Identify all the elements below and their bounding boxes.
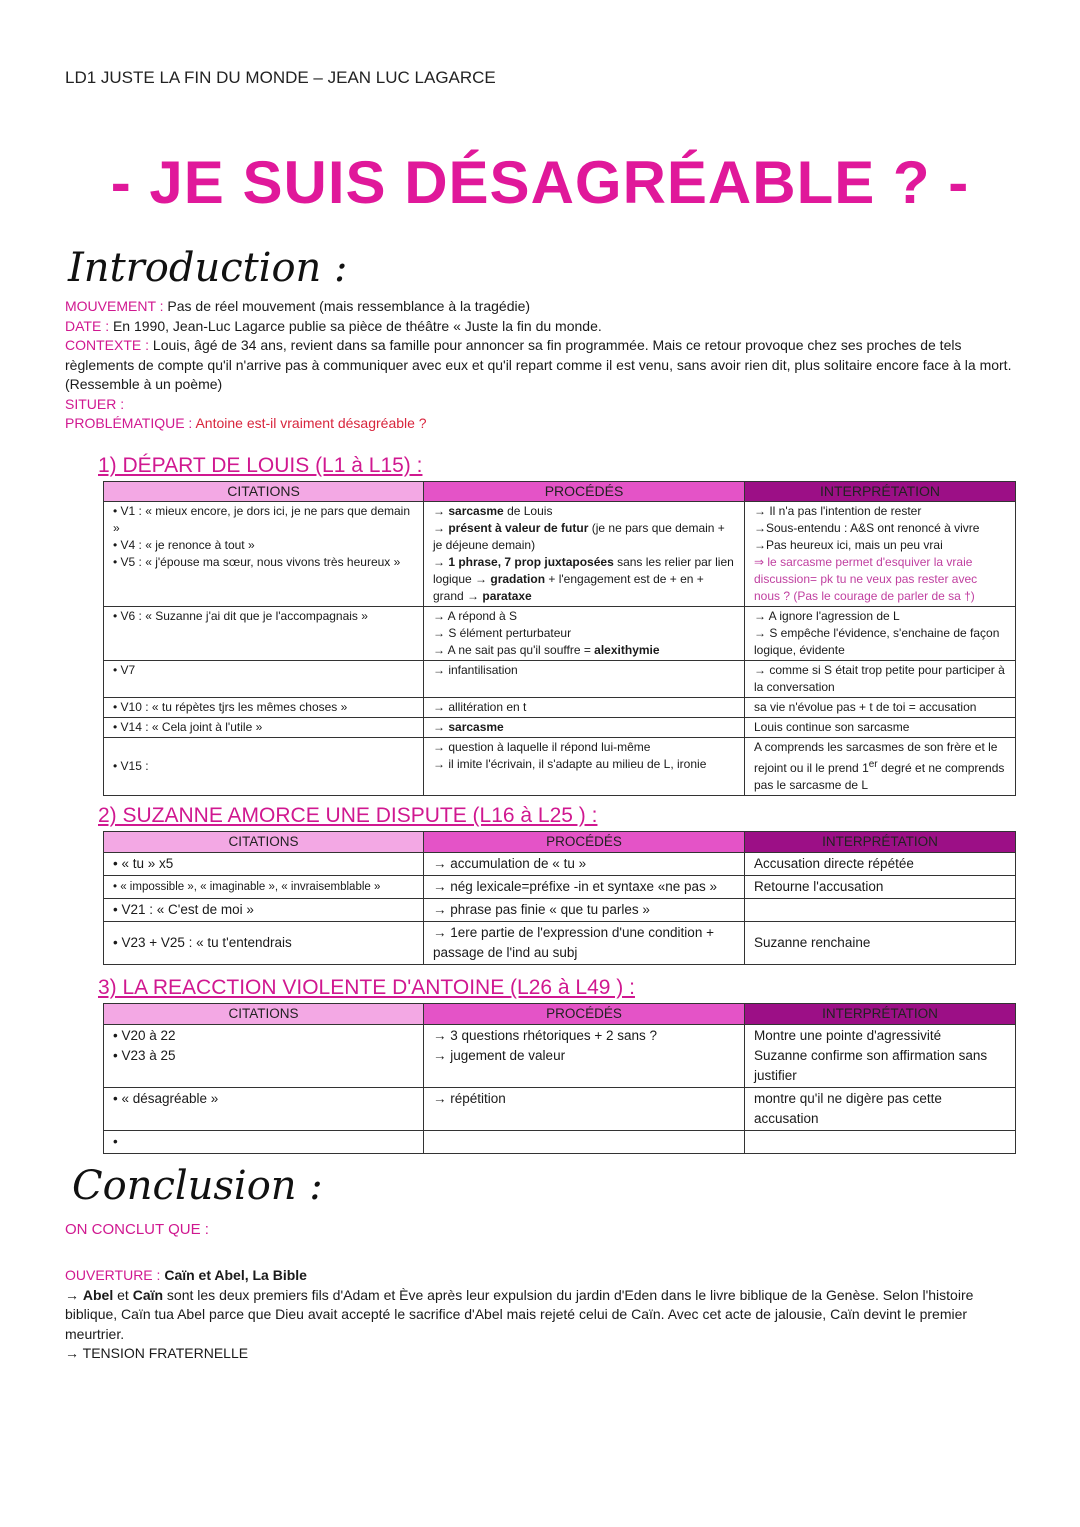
citations-header: CITATIONS bbox=[104, 1004, 424, 1025]
citation-cell: • « impossible », « imaginable », « invraisemblable » bbox=[104, 876, 424, 899]
procedes-header: PROCÉDÉS bbox=[424, 482, 745, 502]
procede-line: → question à laquelle il répond lui-même bbox=[433, 740, 651, 754]
ouverture-label: OUVERTURE : bbox=[65, 1267, 161, 1283]
interpretation-cell: montre qu'il ne digère pas cette accusation bbox=[745, 1088, 1016, 1131]
interpretation-line: → S empêche l'évidence, s'enchaine de façon logique, évidente bbox=[754, 626, 1000, 657]
procede-term: parataxe bbox=[482, 589, 532, 603]
section-3-table bbox=[103, 1003, 1016, 1154]
problematique-label: PROBLÉMATIQUE : bbox=[65, 415, 193, 431]
interpretation-cell: sa vie n'évolue pas + t de toi = accusation bbox=[745, 698, 1016, 718]
table-header-row bbox=[104, 832, 1016, 853]
citation-cell: • V14 : « Cela joint à l'utile » bbox=[104, 718, 424, 738]
cain-name: Caïn bbox=[132, 1286, 164, 1303]
citation-cell: • V10 : « tu répètes tjrs les mêmes choses » bbox=[104, 698, 424, 718]
conclusion-heading: Conclusion : bbox=[72, 1163, 323, 1209]
superscript: er bbox=[868, 759, 878, 770]
page-title: - JE SUIS DÉSAGRÉABLE ? - bbox=[110, 149, 970, 216]
tension-line: → TENSION FRATERNELLE bbox=[65, 1345, 249, 1361]
table-header-row bbox=[104, 482, 1016, 502]
citation-line: • V4 : « je renonce à tout » bbox=[113, 538, 255, 552]
ouverture-paragraph bbox=[65, 1286, 1015, 1345]
interpretation-cell: Retourne l'accusation bbox=[745, 876, 1016, 899]
ouverture-text: sont les deux premiers fils d'Adam et Ève après leur expulsion du jardin d'Eden dans le livre biblique de la Genèse. Selon l'histoire biblique, Caïn tua Abel parce que Dieu avait accepté le sacrifice d'Abel mais rejeté celui de Caïn. Avec cet acte de jalousie, Caïn devint le premier meurtrier. bbox=[65, 1286, 974, 1342]
procede-text: → A ne sait pas qu'il souffre = bbox=[433, 643, 595, 657]
procede-text: (je ne pars que demain + je déjeune demain) bbox=[433, 521, 725, 552]
procede-line: → jugement de valeur bbox=[433, 1048, 566, 1063]
interpretation-cell: Suzanne renchaine bbox=[745, 922, 1016, 965]
procede-term: 1 phrase, 7 prop juxtaposées bbox=[448, 555, 614, 569]
procede-line: → S élément perturbateur bbox=[433, 626, 572, 640]
procede-line bbox=[433, 503, 735, 520]
mouvement-label: MOUVEMENT : bbox=[65, 298, 164, 314]
procede-text: sans les relier par lien logique → bbox=[433, 555, 734, 586]
on-conclut-label: ON CONCLUT QUE : bbox=[65, 1221, 209, 1238]
introduction-heading: Introduction : bbox=[68, 245, 348, 291]
table-row bbox=[104, 607, 1016, 661]
procede-cell bbox=[424, 1131, 745, 1154]
table-row bbox=[104, 899, 1016, 922]
citation-line: • V5 : « j'épouse ma sœur, nous vivons très heureux » bbox=[113, 555, 401, 569]
interpretation-line: → Il n'a pas l'intention de rester bbox=[754, 504, 922, 518]
document-header: LD1 JUSTE LA FIN DU MONDE – JEAN LUC LAGARCE bbox=[65, 68, 496, 87]
interpretation-line: →Pas heureux ici, mais un peu vrai bbox=[754, 538, 943, 552]
arrow: → bbox=[433, 555, 449, 569]
interpretation-cell bbox=[745, 607, 1016, 661]
procede-term: sarcasme bbox=[448, 504, 504, 518]
citations-header: CITATIONS bbox=[104, 482, 424, 502]
ouverture-block bbox=[65, 1266, 1015, 1364]
date-text: En 1990, Jean-Luc Lagarce publie sa pièce de théâtre « Juste la fin du monde. bbox=[112, 317, 602, 334]
section-2-table bbox=[103, 831, 1016, 965]
citation-cell: • V7 bbox=[104, 661, 424, 698]
citation-cell: • V15 : bbox=[104, 738, 424, 796]
interpretation-line: ⇒ le sarcasme permet d'esquiver la vraie discussion= pk tu ne veux pas rester avec nous ? (Pas le courage de parler de sa †) bbox=[754, 555, 978, 603]
mouvement-line bbox=[65, 297, 1015, 317]
procede-term: alexithymie bbox=[594, 643, 660, 657]
arrow: → bbox=[433, 521, 449, 535]
contexte-label: CONTEXTE : bbox=[65, 337, 150, 353]
table-row bbox=[104, 1025, 1016, 1088]
procede-cell: → allitération en t bbox=[424, 698, 745, 718]
abel-name: Abel bbox=[82, 1286, 114, 1303]
procede-term: présent à valeur de futur bbox=[448, 521, 589, 535]
mouvement-text: Pas de réel mouvement (mais ressemblance à la tragédie) bbox=[167, 298, 531, 314]
citation-line: • V20 à 22 bbox=[113, 1028, 176, 1043]
procede-cell bbox=[424, 718, 745, 738]
procede-cell: → répétition bbox=[424, 1088, 745, 1131]
citation-cell: • « désagréable » bbox=[104, 1088, 424, 1131]
interpretation-line: Suzanne confirme son affirmation sans justifier bbox=[754, 1048, 988, 1083]
ouverture-title: Caïn et Abel, La Bible bbox=[164, 1267, 307, 1283]
procede-term: gradation bbox=[490, 572, 546, 586]
procede-line: → il imite l'écrivain, il s'adapte au milieu de L, ironie bbox=[433, 757, 707, 771]
arrow: → bbox=[65, 1286, 83, 1303]
citation-cell: • « tu » x5 bbox=[104, 853, 424, 876]
citation-cell: • V21 : « C'est de moi » bbox=[104, 899, 424, 922]
table-row bbox=[104, 661, 1016, 698]
procede-line bbox=[433, 642, 735, 659]
procede-cell: → nég lexicale=préfixe -in et syntaxe «ne pas » bbox=[424, 876, 745, 899]
procede-line bbox=[433, 554, 735, 605]
interpretation-line: → A ignore l'agression de L bbox=[754, 609, 900, 623]
procede-text: de Louis bbox=[503, 504, 553, 518]
section-1-heading: 1) DÉPART DE LOUIS (L1 à L15) : bbox=[98, 454, 423, 477]
section-2-heading: 2) SUZANNE AMORCE UNE DISPUTE (L16 à L25 ) : bbox=[98, 804, 598, 827]
table-row bbox=[104, 922, 1016, 965]
table-row bbox=[104, 876, 1016, 899]
citation-cell: • V6 : « Suzanne j'ai dit que je l'accompagnais » bbox=[104, 607, 424, 661]
interpretation-text: degré et ne comprends pas le sarcasme de L bbox=[754, 761, 1005, 792]
procede-line bbox=[433, 520, 735, 554]
procede-cell bbox=[424, 738, 745, 796]
interpretation-cell bbox=[745, 502, 1016, 607]
arrow: → bbox=[433, 504, 449, 518]
interpretation-cell bbox=[745, 1025, 1016, 1088]
interpretation-line: →Sous-entendu : A&S ont renoncé à vivre bbox=[754, 521, 980, 535]
table-header-row bbox=[104, 1004, 1016, 1025]
date-label: DATE : bbox=[65, 317, 110, 334]
table-row bbox=[104, 738, 1016, 796]
procede-text: + l'engagement est de + en + grand → bbox=[433, 572, 704, 603]
interpretation-cell: → comme si S était trop petite pour participer à la conversation bbox=[745, 661, 1016, 698]
interpretation-cell: Accusation directe répétée bbox=[745, 853, 1016, 876]
procede-cell: → 1ere partie de l'expression d'une condition + passage de l'ind au subj bbox=[424, 922, 745, 965]
citations-header: CITATIONS bbox=[104, 832, 424, 853]
citation-cell: • V23 + V25 : « tu t'entendrais bbox=[104, 922, 424, 965]
table-row bbox=[104, 853, 1016, 876]
procedes-header: PROCÉDÉS bbox=[424, 1004, 745, 1025]
connector: et bbox=[113, 1286, 133, 1303]
contexte-line bbox=[65, 336, 1015, 395]
citation-line: • V1 : « mieux encore, je dors ici, je ne pars que demain » bbox=[113, 504, 411, 535]
procedes-header: PROCÉDÉS bbox=[424, 832, 745, 853]
procede-cell: → accumulation de « tu » bbox=[424, 853, 745, 876]
interpretation-cell bbox=[745, 738, 1016, 796]
interpretation-cell bbox=[745, 1131, 1016, 1154]
interpretation-header: INTERPRÉTATION bbox=[745, 482, 1016, 502]
date-line bbox=[65, 317, 1015, 337]
ouverture-line bbox=[65, 1266, 1015, 1286]
table-row bbox=[104, 698, 1016, 718]
table-row bbox=[104, 1088, 1016, 1131]
interpretation-line: Montre une pointe d'agressivité bbox=[754, 1028, 942, 1043]
procede-line: → A répond à S bbox=[433, 609, 518, 623]
problematique-text: Antoine est-il vraiment désagréable ? bbox=[195, 415, 427, 431]
citation-cell: • bbox=[104, 1131, 424, 1154]
procede-cell bbox=[424, 1025, 745, 1088]
table-row bbox=[104, 1131, 1016, 1154]
procede-cell: → phrase pas finie « que tu parles » bbox=[424, 899, 745, 922]
procede-cell bbox=[424, 502, 745, 607]
procede-term: sarcasme bbox=[448, 720, 504, 734]
contexte-text: Louis, âgé de 34 ans, revient dans sa famille pour annoncer sa fin programmée. Mais ce retour provoque chez ses proches de tels règlements de compte qu'il n'arrive pas à communiquer avec eux et qu'il repart comme il est venu, sans avoir rien dit, plus solitaire encore face à la mort. (Ressemble à un poème) bbox=[65, 337, 1012, 392]
procede-cell: → infantilisation bbox=[424, 661, 745, 698]
citation-cell bbox=[104, 502, 424, 607]
interpretation-header: INTERPRÉTATION bbox=[745, 832, 1016, 853]
situer-line bbox=[65, 395, 1015, 415]
table-row bbox=[104, 502, 1016, 607]
citation-cell bbox=[104, 1025, 424, 1088]
procede-cell bbox=[424, 607, 745, 661]
table-row bbox=[104, 718, 1016, 738]
procede-line: → 3 questions rhétoriques + 2 sans ? bbox=[433, 1028, 658, 1043]
intro-block bbox=[65, 297, 1015, 434]
section-3-heading: 3) LA REACCTION VIOLENTE D'ANTOINE (L26 à L49 ) : bbox=[98, 976, 635, 999]
arrow: → bbox=[433, 720, 449, 734]
interpretation-cell bbox=[745, 899, 1016, 922]
problematique-line bbox=[65, 414, 1015, 434]
interpretation-cell: Louis continue son sarcasme bbox=[745, 718, 1016, 738]
interpretation-header: INTERPRÉTATION bbox=[745, 1004, 1016, 1025]
section-1-table bbox=[103, 481, 1016, 796]
interpretation-text: A comprends les sarcasmes de son frère et le rejoint ou il le prend 1 bbox=[754, 740, 998, 775]
situer-label: SITUER : bbox=[65, 395, 125, 412]
citation-line: • V23 à 25 bbox=[113, 1048, 176, 1063]
